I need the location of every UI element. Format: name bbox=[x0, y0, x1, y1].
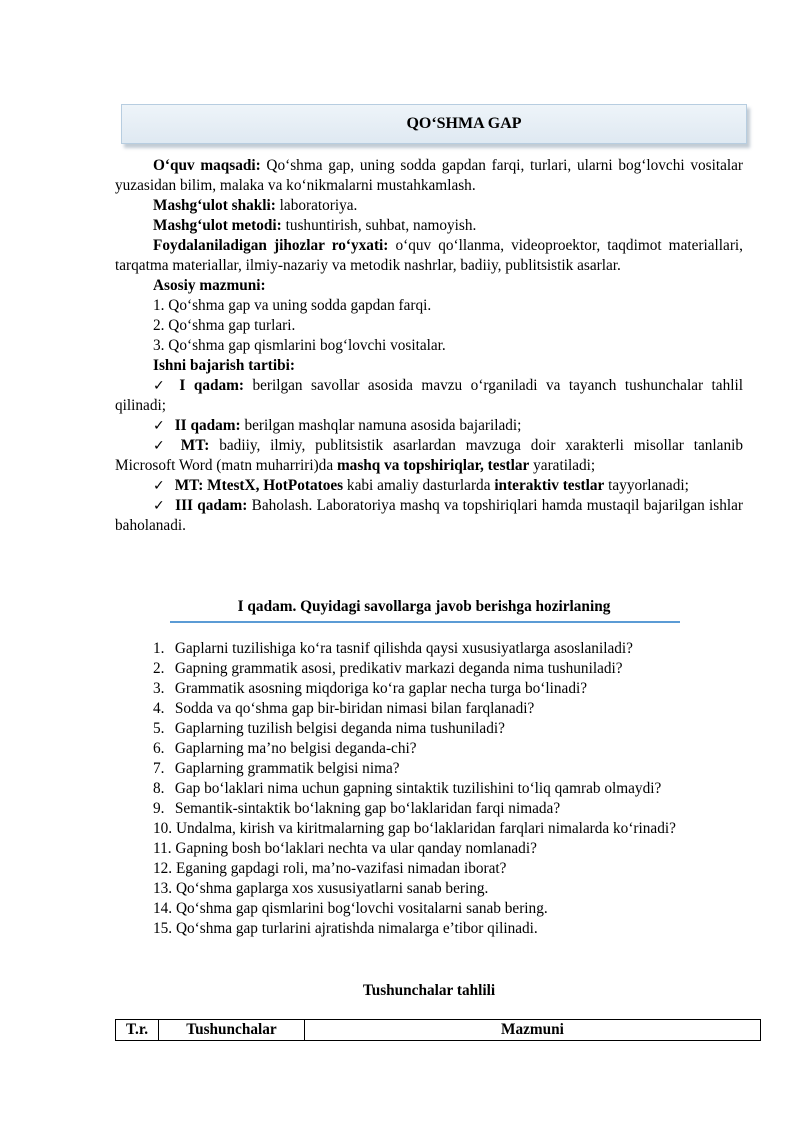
step-label: MT: MtestX, HotPotatoes bbox=[174, 477, 344, 494]
content-heading: Asosiy mazmuni: bbox=[153, 277, 266, 294]
method-label: Mashg‘ulot metodi: bbox=[153, 217, 282, 234]
check-icon: ✓ bbox=[153, 478, 165, 494]
check-icon: ✓ bbox=[153, 438, 171, 454]
table-header-cell: Tushunchalar bbox=[159, 1020, 305, 1041]
step-item: ✓ III qadam: Baholash. Laboratoriya mashq va topshiriqlari hamda mustaqil bajarilgan ishlar baholanadi. bbox=[115, 497, 743, 534]
table-header-cell: T.r. bbox=[116, 1020, 159, 1041]
content-item: 2. Qo‘shma gap turlari. bbox=[153, 317, 296, 334]
question-list bbox=[115, 639, 743, 939]
step-item: ✓ I qadam: berilgan savollar asosida mavzu o‘rganiladi va tayanch tushunchalar tahlil qilinadi; bbox=[115, 377, 743, 414]
question-item: 11. Gapning bosh bo‘laklari nechta va ular qanday nomlanadi? bbox=[153, 840, 537, 857]
question-item: 8. Gap bo‘laklari nima uchun gapning sintaktik tuzilishini to‘liq qamrab olmaydi? bbox=[153, 780, 662, 797]
method-paragraph bbox=[115, 216, 743, 236]
stage-underline bbox=[170, 621, 680, 623]
content-item: 1. Qo‘shma gap va uning sodda gapdan farqi. bbox=[153, 297, 432, 314]
equipment-text: o‘quv qo‘llanma, videoproektor, taqdimot materiallari, tarqatma materiallar, ilmiy-nazariy va metodik nashrlar, badiiy, publitsistik asarlar. bbox=[115, 237, 744, 274]
question-item: 3. Grammatik asosning miqdoriga ko‘ra gaplar necha turga bo‘linadi? bbox=[153, 680, 588, 697]
title-banner bbox=[121, 104, 747, 144]
goal-label: O‘quv maqsadi: bbox=[153, 157, 261, 174]
question-item: 9. Semantik-sintaktik bo‘lakning gap bo‘laklaridan farqi nimada? bbox=[153, 800, 561, 817]
method-text: tushuntirish, suhbat, namoyish. bbox=[281, 217, 477, 234]
content-item: 3. Qo‘shma gap qismlarini bog‘lovchi vositalar. bbox=[153, 337, 446, 354]
question-item: 5. Gaplarning tuzilish belgisi deganda nima tushuniladi? bbox=[153, 720, 505, 737]
question-item: 12. Eganing gapdagi roli, ma’no-vazifasi nimadan iborat? bbox=[153, 860, 507, 877]
check-icon: ✓ bbox=[153, 498, 166, 514]
form-paragraph bbox=[115, 196, 743, 216]
question-item: 15. Qo‘shma gap turlarini ajratishda nimalarga e’tibor qilinadi. bbox=[153, 920, 538, 937]
step-item: ✓ MT: MtestX, HotPotatoes kabi amaliy dasturlarda interaktiv testlar tayyorlanadi; bbox=[153, 477, 689, 494]
step-item: ✓ II qadam: berilgan mashqlar namuna asosida bajariladi; bbox=[153, 417, 522, 434]
step-label: MT: bbox=[180, 437, 210, 454]
question-item: 6. Gaplarning ma’no belgisi deganda-chi? bbox=[153, 740, 417, 757]
question-item: 7. Gaplarning grammatik belgisi nima? bbox=[153, 760, 400, 777]
question-item: 10. Undalma, kirish va kiritmalarning gap bo‘laklaridan farqlari nimalarda ko‘rinadi? bbox=[153, 820, 676, 837]
intro-section bbox=[115, 156, 743, 536]
question-item: 2. Gapning grammatik asosi, predikativ markazi deganda nima tushuniladi? bbox=[153, 660, 623, 677]
form-text: laboratoriya. bbox=[275, 197, 358, 214]
order-heading: Ishni bajarish tartibi: bbox=[153, 357, 295, 374]
equipment-paragraph bbox=[115, 236, 743, 276]
check-icon: ✓ bbox=[153, 378, 170, 394]
step-label: III qadam: bbox=[175, 497, 248, 514]
step-label: II qadam: bbox=[174, 417, 241, 434]
table-header-cell: Mazmuni bbox=[305, 1020, 761, 1041]
page-title: QO‘SHMA GAP bbox=[406, 115, 522, 132]
goal-text: Qo‘shma gap, uning sodda gapdan farqi, turlari, ularni bog‘lovchi vositalar yuzasidan bilim, malaka va ko‘nikmalarni mustahkamlash. bbox=[115, 157, 743, 194]
goal-paragraph bbox=[115, 156, 743, 196]
stage-heading: I qadam. Quyidagi savollarga javob berishga hozirlaning bbox=[237, 598, 611, 615]
table-header-row bbox=[116, 1020, 761, 1041]
check-icon: ✓ bbox=[153, 418, 165, 434]
step-item: ✓ MT: badiiy, ilmiy, publitsistik asarlardan mavzuga doir xarakterli misollar tanlanib Microsoft Word (matn muharriri)da mashq va topshiriqlar, testlar yaratiladi; bbox=[115, 437, 743, 474]
question-item: 1. Gaplarni tuzilishiga ko‘ra tasnif qilishda qaysi xususiyatlarga asoslaniladi? bbox=[153, 640, 633, 657]
equipment-label: Foydalaniladigan jihozlar ro‘yxati: bbox=[153, 237, 389, 254]
concepts-table bbox=[115, 1019, 761, 1041]
table-title: Tushunchalar tahlili bbox=[362, 982, 496, 999]
step-label: I qadam: bbox=[179, 377, 244, 394]
form-label: Mashg‘ulot shakli: bbox=[153, 197, 276, 214]
question-item: 4. Sodda va qo‘shma gap bir-biridan nimasi bilan farqlanadi? bbox=[153, 700, 535, 717]
question-item: 14. Qo‘shma gap qismlarini bog‘lovchi vositalarni sanab bering. bbox=[153, 900, 548, 917]
question-item: 13. Qo‘shma gaplarga xos xususiyatlarni sanab bering. bbox=[153, 880, 489, 897]
